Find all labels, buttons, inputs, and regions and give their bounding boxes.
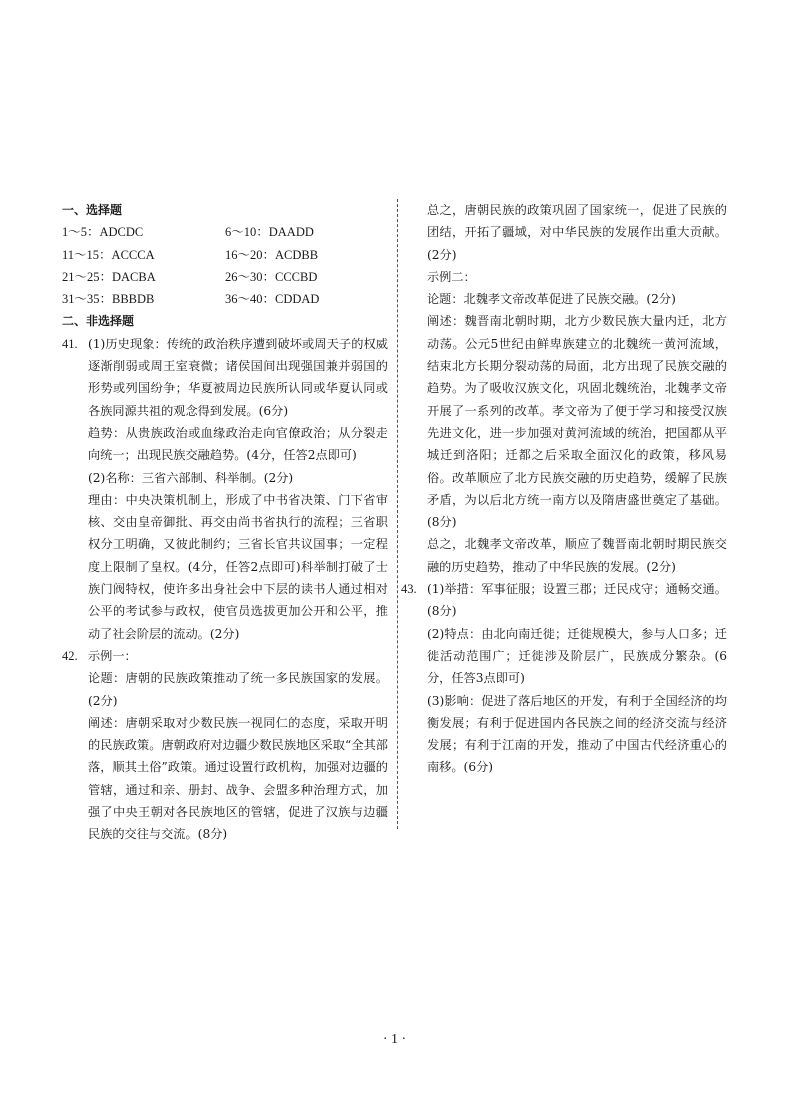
section-title-nonchoice: 二、非选择题 — [62, 314, 135, 329]
answer-paragraph: 阐述：魏晋南北朝时期，北方少数民族大量内迁，北方动荡。公元5世纪由鲜卑族建立的北魏统一黄河流域，结束北方长期分裂动荡的局面，北方出现了民族交融的趋势。为了吸收汉族文化，巩固北魏统治，北魏孝文帝开展了一系列的改革。孝文帝为了便于学习和接受汉族先进文化，进一步加强对黄河流域的统治，把国都从平城迁到洛阳；迁都之后采取全面汉化的政策，移风易俗。改革顺应了北方民族交融的历史趋势，缓解了民族矛盾，为以后北方统一南方以及隋唐盛世奠定了基础。(8分) — [427, 314, 727, 530]
answer-row — [62, 244, 388, 266]
answer-paragraph: 论题：唐朝的民族政策推动了统一多民族国家的发展。(2分) — [88, 671, 388, 708]
column-divider — [397, 199, 398, 829]
answer-paragraph: 理由：中央决策机制上，形成了中书省决策、门下省审核、交由皇帝御批、再交由尚书省执行的流程；三省职权分工明确，又彼此制约；三省长官共议国事；一定程度上限制了皇权。(4分，任答2点即可)科举制打破了士族门阀特权，使许多出身社会中下层的读书人通过相对公平的考试参与政权，使官员选拔更加公开和公平，推动了社会阶层的流动。(2分) — [88, 492, 388, 641]
answer-row — [62, 266, 388, 288]
left-column — [62, 199, 388, 846]
page-number: · 1 · — [382, 1032, 407, 1047]
example-title: 示例二： — [427, 269, 476, 284]
answer-cell: 26～30：CCCBD — [225, 269, 318, 284]
answer-cell: 16～20：ACDBB — [225, 247, 319, 262]
answer-paragraph: (2)名称：三省六部制、科举制。(2分) — [88, 470, 294, 485]
question-43 — [401, 578, 727, 779]
answer-cell: 6～10：DAADD — [225, 225, 314, 240]
question-42 — [62, 645, 388, 846]
example-title: 示例一： — [88, 648, 137, 663]
answer-paragraph: 总之，北魏孝文帝改革，顺应了魏晋南北朝时期民族交融的历史趋势，推动了中华民族的发展。(2分) — [427, 537, 727, 574]
answer-cell: 1～5：ADCDC — [62, 225, 144, 240]
answer-cell: 11～15：ACCCA — [62, 247, 155, 262]
answer-row — [62, 288, 388, 310]
answer-paragraph: (1)举措：军事征服；设置三郡；迁民戍守；通畅交通。(8分) — [427, 582, 727, 619]
answer-paragraph: 总之，唐朝民族的政策巩固了国家统一，促进了民族的团结，开拓了疆域，对中华民族的发展作出重大贡献。(2分) — [427, 203, 727, 262]
answer-cell: 36～40：CDDAD — [225, 292, 320, 307]
question-41 — [62, 333, 388, 645]
question-number: 42. — [62, 648, 78, 663]
answer-paragraph: 阐述：唐朝采取对少数民族一视同仁的态度，采取开明的民族政策。唐朝政府对边疆少数民族地区采取“全其部落，顺其土俗”政策。通过设置行政机构，加强对边疆的管辖，通过和亲、册封、战争、会盟多种治理方式，加强了中央王朝对各民族地区的管辖，促进了汉族与边疆民族的交往与交流。(8分) — [88, 715, 388, 842]
answer-paragraph: 论题：北魏孝文帝改革促进了民族交融。(2分) — [427, 292, 676, 307]
answer-cell: 21～25：DACBA — [62, 269, 156, 284]
answer-paragraph: (3)影响：促进了落后地区的开发，有利于全国经济的均衡发展；有利于促进国内各民族之间的经济交流与经济发展；有利于江南的开发，推动了中国古代经济重心的南移。(6分) — [427, 693, 727, 775]
answer-cell: 31～35：BBBDB — [62, 292, 155, 307]
section-title-choice: 一、选择题 — [62, 203, 123, 217]
answer-paragraph: (2)特点：由北向南迁徙；迁徙规模大，参与人口多；迁徙活动范围广；迁徙涉及阶层广，民族成分繁杂。(6分，任答3点即可) — [427, 626, 727, 686]
question-number: 43. — [401, 582, 417, 597]
answer-paragraph: (1)历史现象：传统的政治秩序遭到破坏或周天子的权威逐渐削弱或周王室衰微；诸侯国间出现强国兼并弱国的形势或列国纷争；华夏被周边民族所认同或华夏认同或各族同源共祖的观念得到发展。(6分) — [88, 336, 388, 418]
question-number: 41. — [62, 336, 78, 351]
answer-paragraph: 趋势：从贵族政治或血缘政治走向官僚政治；从分裂走向统一；出现民族交融趋势。(4分，任答2点即可) — [88, 425, 388, 463]
answer-row — [62, 221, 388, 243]
right-column — [401, 199, 727, 779]
